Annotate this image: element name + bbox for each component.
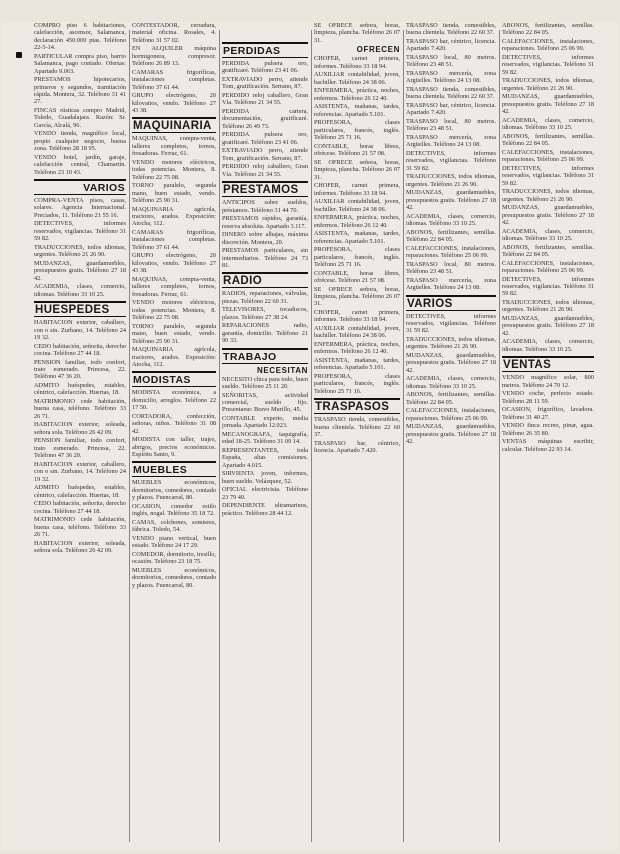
classified-ad: DETECTIVES, informes reservados, vigilancias. Teléfono 31 59 82. xyxy=(502,164,594,187)
classified-ad: TRASPASO bar, céntrico, licencia. Apartado 7.420. xyxy=(406,38,496,53)
classified-ad: REPRESENTANTES, toda España, altas comisiones. Apartado 4.015. xyxy=(222,447,308,469)
classified-ad: SE OFRECE señora, horas, limpieza, plancha. Teléfono 26 07 31. xyxy=(314,22,400,44)
classified-ad: PERDIDO reloj caballero, Gran Vía. Teléfono 21 34 55. xyxy=(222,163,308,178)
classified-ad: CHOFER, carnet primera, informes. Teléfono 33 18 94. xyxy=(314,55,400,70)
section-heading-radio: RADIO xyxy=(222,272,308,288)
column-2 xyxy=(130,22,218,850)
classified-ad: MUEBLES económicos, dormitorios, comedores, contado y plazos. Fuencarral, 80. xyxy=(132,479,216,502)
classified-ad: SE OFRECE señora, horas, limpieza, plancha. Teléfono 26 07 31. xyxy=(314,285,400,308)
classified-ad: ACADEMIA, clases, comercio, idiomas. Teléfono 33 10 25. xyxy=(502,338,594,353)
classified-ad: CONTABLE, horas libres, ofrécese. Teléfono 21 57 08. xyxy=(314,269,400,285)
classified-ad: ACADEMIA, clases, comercio, idiomas. Teléfono 33 10 25. xyxy=(502,116,594,132)
classified-ad: ACADEMIA, clases, comercio, idiomas. Teléfono 33 10 25. xyxy=(406,375,496,390)
classified-ad: TRASPASO bar, céntrico, licencia. Apartado 7.420. xyxy=(406,102,496,117)
classified-ad: PROFESORA, clases particulares, francés, inglés. Teléfono 25 71 16. xyxy=(314,373,400,395)
classified-ad: TRASPASO mercería, zona Argüelles. Teléfono 24 13 08. xyxy=(406,276,496,292)
classified-ad: CALEFACCIONES, instalaciones, reparaciones. Teléfono 25 06 99. xyxy=(406,244,496,260)
classified-ad: DETECTIVES, informes reservados, vigilancias. Teléfono 31 59 82. xyxy=(502,54,594,76)
classified-ad: COMPRA-VENTA pisos, casas, solares. Agencia Internacional. Preciados, 11. Teléfono 21 55 16. xyxy=(34,197,126,219)
classified-ad: PROFESORA, clases particulares, francés, inglés. Teléfono 25 71 16. xyxy=(314,119,400,142)
classified-ad: GRUPO electrógeno, 20 kilovatios, vendo. Teléfono 27 43 38. xyxy=(132,92,216,115)
section-heading-ventas: VENTAS xyxy=(502,356,594,372)
classified-ad: TRASPASO local, 80 metros. Teléfono 23 48 51. xyxy=(406,260,496,276)
classified-ad: TRADUCCIONES, todos idiomas, urgentes. Teléfono 21 26 90. xyxy=(34,243,126,259)
column-6 xyxy=(500,22,596,850)
classified-ad: CHOFER, carnet primera, informes. Teléfono 33 18 94. xyxy=(314,309,400,324)
classified-ad: VENDO tienda, magnífico local, propio cualquier negocio, buena zona. Teléfono 28 18 95. xyxy=(34,130,126,153)
section-heading-perdidas: PERDIDAS xyxy=(222,42,308,58)
classified-ad: OCASION, comedor estilo inglés, nogal. Teléfono 35 18 72. xyxy=(132,502,216,518)
classified-ad: ABONOS, fertilizantes, semillas. Teléfono 22 84 05. xyxy=(502,243,594,259)
column-5 xyxy=(404,22,498,850)
classified-ad: REPARACIONES radio, garantía, domicilio. Teléfono 21 90 33. xyxy=(222,322,308,345)
classified-ad: PARTICULAR compra piso, barrio Salamanca, pago contado. Ofertas: Apartado 9.063. xyxy=(34,52,126,75)
classified-ad: CORTADORA, confección, señoras, niños. Teléfono 31 08 42. xyxy=(132,412,216,435)
classified-ad: HABITACION exterior, soleada, señora sola. Teléfono 26 42 09. xyxy=(34,539,126,554)
classified-ad: PRESTAMOS rápidos, garantía, reserva absoluta. Apartado 3.117. xyxy=(222,215,308,230)
classified-ad: CALEFACCIONES, instalaciones, reparaciones. Teléfono 25 06 99. xyxy=(502,38,594,53)
classified-ad: TRASPASO tienda, comestibles, buena clientela. Teléfono 22 60 37. xyxy=(406,86,496,101)
column-3 xyxy=(220,22,310,850)
classified-ad: EXTRAVIADO perro, atiende Tom, gratificación. Serrano, 87. xyxy=(222,76,308,91)
classified-ad: TRADUCCIONES, todos idiomas, urgentes. Teléfono 21 26 90. xyxy=(406,173,496,188)
classified-ad: VENDO piano vertical, buen estado. Teléfono 24 17 29. xyxy=(132,534,216,550)
classified-ad: TRASPASO mercería, zona Argüelles. Teléfono 24 13 08. xyxy=(406,70,496,85)
classified-ad: DETECTIVES, informes reservados, vigilancias. Teléfono 31 59 82. xyxy=(406,312,496,335)
classified-ad: PROFESORA, clases particulares, francés, inglés. Teléfono 25 71 16. xyxy=(314,246,400,269)
classified-ad: COMPRO piso 6 habitaciones, calefacción, ascensor, Salamanca, declaración 450.000 ptas. Teléfono 22-5-14. xyxy=(34,22,126,52)
classified-ad: ADMITO huéspedes, estables, céntrico, calefacción. Huertas, 18. xyxy=(34,381,126,397)
classified-ad: ABONOS, fertilizantes, semillas. Teléfono 22 84 05. xyxy=(502,22,594,37)
classified-ad: DINERO sobre alhajas, máxima discreción. Montera, 20. xyxy=(222,231,308,246)
section-heading-modistas: MODISTAS xyxy=(132,371,216,387)
classified-ad: MODISTA con taller, trajes, abrigos, precios económicos. Espíritu Santo, 9. xyxy=(132,436,216,458)
classified-ad: TORNO paralelo, segunda mano, buen estado, vendo. Teléfono 25 90 31. xyxy=(132,322,216,345)
classified-ad: VENDO finca recreo, pinar, agua. Teléfono 26 35 80. xyxy=(502,422,594,437)
classified-ad: CAMARAS frigoríficas, instalaciones completas. Teléfono 37 61 44. xyxy=(132,68,216,91)
classified-ad: VENTAS máquinas escribir, calcular. Teléfono 22 93 14. xyxy=(502,438,594,453)
section-heading-muebles: MUEBLES xyxy=(132,461,216,477)
classified-ad: EN ALQUILER máquina hormigonera, compresor. Teléfono 26 89 13. xyxy=(132,45,216,68)
classified-ad: NECESITO chica para todo, buen sueldo. Teléfono 25 11 20. xyxy=(222,375,308,391)
newspaper-page xyxy=(2,22,618,850)
classified-ad: VENDO magnífico solar, 800 metros. Teléfono 24 70 12. xyxy=(502,374,594,389)
classified-ad: MUDANZAS, guardamuebles, presupuestos gratis. Teléfono 27 18 42. xyxy=(502,204,594,227)
classified-ad: MUDANZAS, guardamuebles, presupuestos gratis. Teléfono 27 18 42. xyxy=(406,352,496,374)
classified-ad: CAMAS, colchones, somieres, fábrica. Toledo, 54. xyxy=(132,518,216,534)
column-4 xyxy=(312,22,402,850)
classified-ad: VENDO coche, perfecto estado. Teléfono 28 11 59. xyxy=(502,390,594,405)
classified-ad: CONTESTADOR, cerradura, material oficina. Rosales, 4. Teléfono 31 57 02. xyxy=(132,22,216,44)
classified-ad: TRASPASO local, 80 metros. Teléfono 23 48 51. xyxy=(406,118,496,133)
classified-ad: ACADEMIA, clases, comercio, idiomas. Teléfono 33 10 25. xyxy=(406,212,496,228)
classified-ad: MAQUINAS, compra-venta, talleres completos, tornos, fresadoras. Ferraz, 61. xyxy=(132,135,216,158)
classified-ad: MAQUINARIA agrícola, tractores, arados. Exposición: Atocha, 112. xyxy=(132,346,216,368)
classified-ad: ENFERMERA, práctica, noches, enfermos. Teléfono 26 12 40. xyxy=(314,214,400,229)
classified-ad: ABONOS, fertilizantes, semillas. Teléfono 22 84 05. xyxy=(406,228,496,244)
classified-ad: MUDANZAS, guardamuebles, presupuestos gratis. Teléfono 27 18 42. xyxy=(34,259,126,282)
classified-ad: ENFERMERA, práctica, noches, enfermos. Teléfono 26 12 40. xyxy=(314,341,400,356)
classified-ad: PRESTAMOS hipotecarios, primeros y segundos, tramitación rápida. Montera, 32. Teléfono 31 41 27. xyxy=(34,76,126,106)
classified-ad: ADMITO huéspedes, estables, céntrico, calefacción. Huertas, 18. xyxy=(34,484,126,499)
classified-ad: OCASION, frigorífico, lavadora. Teléfono 31 40 27. xyxy=(502,406,594,421)
classified-ad: ABONOS, fertilizantes, semillas. Teléfono 22 84 05. xyxy=(502,132,594,148)
classified-ad: SIRVIENTA joven, informes, buen sueldo. Velázquez, 52. xyxy=(222,470,308,485)
classified-ad: CEDO habitación, señorita, derecho cocina. Teléfono 27 44 18. xyxy=(34,500,126,515)
classified-ad: TRASPASO tienda, comestibles, buena clientela. Teléfono 22 60 37. xyxy=(314,416,400,439)
classified-ad: GRUPO electrógeno, 20 kilovatios, vendo. Teléfono 27 43 38. xyxy=(132,252,216,275)
classified-ad: CALEFACCIONES, instalaciones, reparaciones. Teléfono 25 06 99. xyxy=(502,148,594,164)
classified-ad: AUXILIAR contabilidad, joven, bachiller. Teléfono 24 38 06. xyxy=(314,325,400,340)
classified-ad: DETECTIVES, informes reservados, vigilancias. Teléfono 31 59 82. xyxy=(406,150,496,172)
classified-ad: CONTABLE, horas libres, ofrécese. Teléfono 21 57 08. xyxy=(314,142,400,158)
classified-ad: VENDO motores eléctricos, todas potencias. Montera, 8. Teléfono 22 75 08. xyxy=(132,299,216,322)
classified-ad: EXTRAVIADO perro, atiende Tom, gratificación. Serrano, 87. xyxy=(222,147,308,162)
classified-ad: TRASPASO tienda, comestibles, buena clientela. Teléfono 22 60 37. xyxy=(406,22,496,37)
classified-ad: PRESTAMOS particulares, sin intermediarios. Teléfono 24 73 81. xyxy=(222,247,308,270)
classified-ad: PERDIDA pulsera oro, gratificaré. Teléfono 23 41 06. xyxy=(222,60,308,75)
classified-ad: TRADUCCIONES, todos idiomas, urgentes. Teléfono 21 26 90. xyxy=(502,77,594,92)
classified-ad: PENSION familiar, todo confort, trato esmerado. Princesa, 22. Teléfono 47 36 20. xyxy=(34,437,126,460)
section-heading-traspasos: TRASPASOS xyxy=(314,398,400,414)
classified-ad: CONTABLE experto, media jornada. Apartado 12.023. xyxy=(222,415,308,430)
classified-ad: ASISTENTA, mañanas, tardes, referencias. Apartado 5.101. xyxy=(314,103,400,118)
classified-ad: ASISTENTA, mañanas, tardes, referencias. Apartado 5.101. xyxy=(314,230,400,245)
classified-ad: COMEDOR, dormitorio, tresillo, ocasión. Teléfono 23 18 75. xyxy=(132,550,216,566)
classified-ad: SEÑORITAS, actividad comercial, sueldo fijo. Presentarse: Bravo Murillo, 45. xyxy=(222,391,308,414)
classified-ad: DETECTIVES, informes reservados, vigilancias. Teléfono 31 59 82. xyxy=(502,275,594,298)
classified-ad: FINCAS rústicas compro Madrid, Toledo, Guadalajara. Razón: Sr. García, Alcalá, 96. xyxy=(34,107,126,129)
classified-ad: HABITACION exterior, caballero, con o sin. Zurbano, 14. Teléfono 24 19 32. xyxy=(34,460,126,483)
section-heading-trabajo: TRABAJO xyxy=(222,348,308,364)
section-heading-huespedes: HUESPEDES xyxy=(34,301,126,317)
classified-ad: CALEFACCIONES, instalaciones, reparaciones. Teléfono 25 06 99. xyxy=(406,407,496,422)
section-heading-varios: VARIOS xyxy=(34,179,126,195)
subheading-necesitan: NECESITAN xyxy=(256,365,308,375)
corner-mark xyxy=(16,52,22,58)
classified-ad: AUXILIAR contabilidad, joven, bachiller. Teléfono 24 38 06. xyxy=(314,198,400,213)
section-heading-varios: VARIOS xyxy=(406,295,496,311)
classified-ad: CHOFER, carnet primera, informes. Teléfono 33 18 94. xyxy=(314,182,400,197)
subheading-ofrecen: OFRECEN xyxy=(356,45,400,55)
classified-ad: HABITACION exterior, caballero, con o sin. Zurbano, 14. Teléfono 24 19 32. xyxy=(34,319,126,341)
classified-ad: MUEBLES económicos, dormitorios, comedores, contado y plazos. Fuencarral, 80. xyxy=(132,566,216,589)
classified-ad: TORNO paralelo, segunda mano, buen estado, vendo. Teléfono 25 90 31. xyxy=(132,182,216,205)
classified-ad: MAQUINARIA agrícola, tractores, arados. Exposición: Atocha, 112. xyxy=(132,205,216,228)
classified-ad: MUDANZAS, guardamuebles, presupuestos gratis. Teléfono 27 18 42. xyxy=(406,423,496,446)
classified-ad: TRADUCCIONES, todos idiomas, urgentes. Teléfono 21 26 90. xyxy=(406,336,496,351)
column-1 xyxy=(32,22,128,850)
classified-ad: MUDANZAS, guardamuebles, presupuestos gratis. Teléfono 27 18 42. xyxy=(502,93,594,116)
classified-ad: TRASPASO mercería, zona Argüelles. Teléfono 24 13 08. xyxy=(406,134,496,149)
classified-ad: ACADEMIA, clases, comercio, idiomas. Teléfono 33 10 25. xyxy=(34,283,126,298)
classified-ad: CALEFACCIONES, instalaciones, reparaciones. Teléfono 25 06 99. xyxy=(502,259,594,275)
classified-ad: SE OFRECE señora, horas, limpieza, plancha. Teléfono 26 07 31. xyxy=(314,158,400,181)
classified-ad: VENDO motores eléctricos, todas potencias. Montera, 8. Teléfono 22 75 08. xyxy=(132,158,216,181)
classified-ad: MODISTA económica, a domicilio, arreglos. Teléfono 22 17 50. xyxy=(132,389,216,412)
classified-ad: MATRIMONIO cede habitación, buena casa, teléfono. Teléfono 33 26 71. xyxy=(34,397,126,420)
classified-ad: DETECTIVES, informes reservados, vigilancias. Teléfono 31 59 82. xyxy=(34,220,126,243)
classified-ad: TRADUCCIONES, todos idiomas, urgentes. Teléfono 21 26 90. xyxy=(502,188,594,203)
classified-ad: OFICIAL electricista. Teléfono 23 79 40. xyxy=(222,486,308,501)
classified-ad: ASISTENTA, mañanas, tardes, referencias. Apartado 5.101. xyxy=(314,357,400,372)
section-heading-prestamos: PRESTAMOS xyxy=(222,181,308,197)
classified-ad: PERDIDO reloj caballero, Gran Vía. Teléfono 21 34 55. xyxy=(222,92,308,107)
classified-ad: MATRIMONIO cede habitación, buena casa, teléfono. Teléfono 33 26 71. xyxy=(34,516,126,538)
classified-ad: HABITACION exterior, soleada, señora sola. Teléfono 26 42 09. xyxy=(34,421,126,436)
classified-ad: ANTICIPOS sobre sueldos, préstamos. Teléfono 31 44 70. xyxy=(222,199,308,214)
classified-ad: DEPENDIENTE ultramarinos, práctico. Teléfono 28 44 12. xyxy=(222,502,308,517)
classified-ad: AUXILIAR contabilidad, joven, bachiller. Teléfono 24 38 06. xyxy=(314,71,400,86)
classified-ad: MECANOGRAFA, taquigrafía, edad 18-25. Teléfono 31 09 14. xyxy=(222,431,308,446)
classified-ad: TRADUCCIONES, todos idiomas, urgentes. Teléfono 21 26 90. xyxy=(502,299,594,314)
classified-ad: ABONOS, fertilizantes, semillas. Teléfono 22 84 05. xyxy=(406,391,496,406)
classified-ad: TRASPASO local, 80 metros. Teléfono 23 48 51. xyxy=(406,54,496,69)
classified-ad: CAMARAS frigoríficas, instalaciones completas. Teléfono 37 61 44. xyxy=(132,229,216,251)
classified-ad: VENDO hotel, jardín, garaje, calefacción central, Chamartín. Teléfono 23 10 43. xyxy=(34,153,126,176)
classified-ad: PERDIDA cartera, documentación, gratificaré. Teléfono 26 49 73. xyxy=(222,108,308,130)
classified-ad: ENFERMERA, práctica, noches, enfermos. Teléfono 26 12 40. xyxy=(314,87,400,102)
section-heading-maquinaria: MAQUINARIA xyxy=(132,117,216,133)
classified-ad: CEDO habitación, señorita, derecho cocina. Teléfono 27 44 18. xyxy=(34,342,126,357)
classified-ad: MUDANZAS, guardamuebles, presupuestos gratis. Teléfono 27 18 42. xyxy=(406,189,496,212)
classified-ad: PENSION familiar, todo confort, trato esmerado. Princesa, 22. Teléfono 47 36 20. xyxy=(34,358,126,381)
classified-ad: MAQUINAS, compra-venta, talleres completos, tornos, fresadoras. Ferraz, 61. xyxy=(132,275,216,298)
classified-ad: TRASPASO bar, céntrico, licencia. Apartado 7.420. xyxy=(314,439,400,455)
classified-ad: TELEVISORES, tocadiscos, plazos. Teléfono 27 38 24. xyxy=(222,306,308,321)
classified-ad: PERDIDA pulsera oro, gratificaré. Teléfono 23 41 06. xyxy=(222,131,308,146)
classified-ad: ACADEMIA, clases, comercio, idiomas. Teléfono 33 10 25. xyxy=(502,227,594,243)
classified-ad: MUDANZAS, guardamuebles, presupuestos gratis. Teléfono 27 18 42. xyxy=(502,315,594,337)
classified-ad: RADIOS, reparaciones, válvulas, piezas. Teléfono 22 60 31. xyxy=(222,290,308,305)
